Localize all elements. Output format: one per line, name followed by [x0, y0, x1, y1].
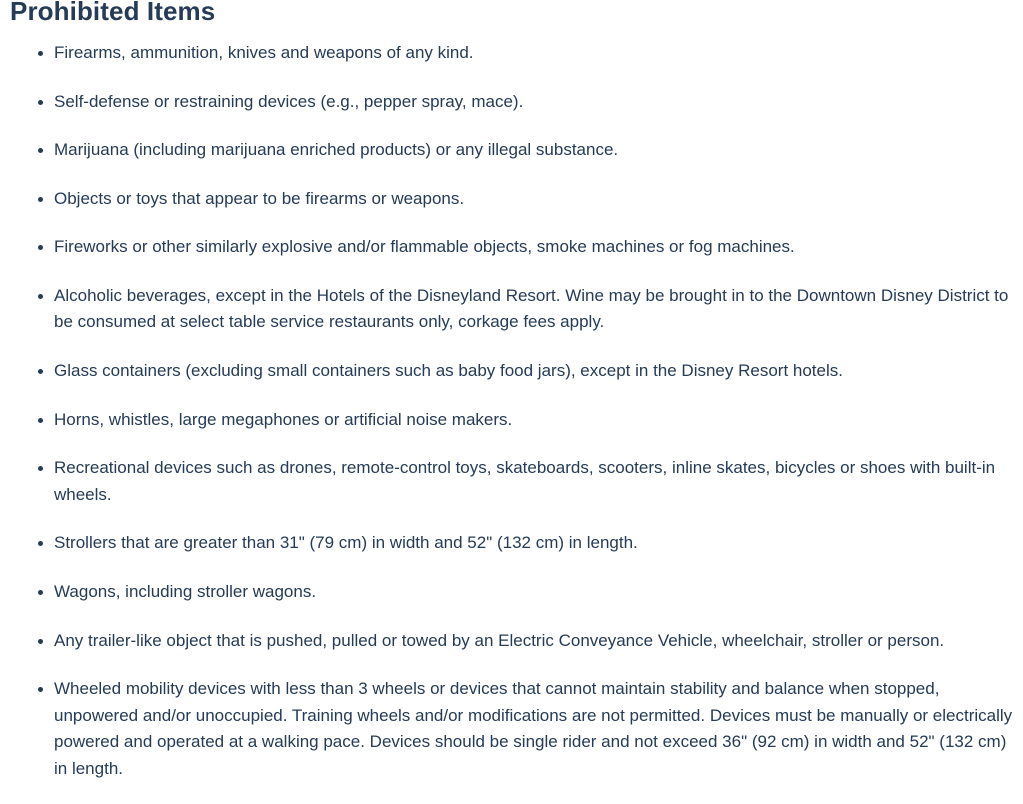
- list-item-text: Strollers that are greater than 31" (79 cm) in width and 52" (132 cm) in length.: [54, 533, 638, 553]
- bullet-icon: [38, 51, 43, 56]
- bullet-icon: [38, 687, 43, 692]
- list-item-text: Recreational devices such as drones, remote-control toys, skateboards, scooters, inline skates, bicycles or shoes with built-in wheels.: [54, 458, 996, 504]
- list-item-text: Wagons, including stroller wagons.: [54, 581, 317, 601]
- list-item: [10, 137, 1015, 164]
- bullet-icon: [38, 148, 43, 153]
- list-item-text: Alcoholic beverages, except in the Hotels of the Disneyland Resort. Wine may be brought in to the Downtown Disney District to be consumed at select table service restaurants only, corkage fees apply.: [54, 285, 1009, 332]
- bullet-icon: [38, 197, 43, 202]
- section-title: Prohibited Items: [10, 0, 216, 26]
- list-item: [10, 40, 1015, 67]
- list-item: [10, 530, 1015, 557]
- list-item-text: Marijuana (including marijuana enriched products) or any illegal substance.: [54, 140, 619, 160]
- bullet-icon: [38, 294, 43, 299]
- bullet-icon: [38, 590, 43, 595]
- list-item: [10, 234, 1015, 261]
- list-item: [10, 283, 1015, 336]
- bullet-icon: [38, 100, 43, 105]
- list-item-text: Objects or toys that appear to be firearms or weapons.: [54, 188, 465, 208]
- list-item: [10, 455, 1015, 508]
- list-item: [10, 628, 1015, 655]
- list-item-text: Wheeled mobility devices with less than 3 wheels or devices that cannot maintain stability and balance when stopped, unpowered and/or unoccupied. Training wheels and/or modifications are not permitted. Devices must be manually or electrically powered and operated at a walking pace. Devices should be single rider and not exceed 36" (92 cm) in width and 52" (132 cm) in length.: [54, 679, 1013, 778]
- list-item: [10, 89, 1015, 116]
- list-item-text: Firearms, ammunition, knives and weapons of any kind.: [54, 43, 474, 62]
- prohibited-items-section: [10, 0, 1015, 778]
- list-item-text: Any trailer-like object that is pushed, pulled or towed by an Electric Conveyance Vehicle, wheelchair, stroller or person.: [54, 630, 945, 650]
- list-item-text: Self-defense or restraining devices (e.g., pepper spray, mace).: [54, 91, 524, 111]
- bullet-icon: [38, 369, 43, 374]
- bullet-icon: [38, 418, 43, 423]
- bullet-icon: [38, 541, 43, 546]
- list-item-text: Fireworks or other similarly explosive and/or flammable objects, smoke machines or fog machines.: [54, 237, 795, 257]
- prohibited-items-list: [10, 40, 1015, 804]
- list-item: [10, 186, 1015, 213]
- list-item: [10, 358, 1015, 385]
- bullet-icon: [38, 245, 43, 250]
- bullet-icon: [38, 466, 43, 471]
- list-item: [10, 579, 1015, 606]
- list-item: [10, 676, 1015, 782]
- bullet-icon: [38, 639, 43, 644]
- list-item: [10, 407, 1015, 434]
- list-item-text: Horns, whistles, large megaphones or artificial noise makers.: [54, 409, 513, 429]
- list-item-text: Glass containers (excluding small containers such as baby food jars), except in the Disney Resort hotels.: [54, 361, 843, 381]
